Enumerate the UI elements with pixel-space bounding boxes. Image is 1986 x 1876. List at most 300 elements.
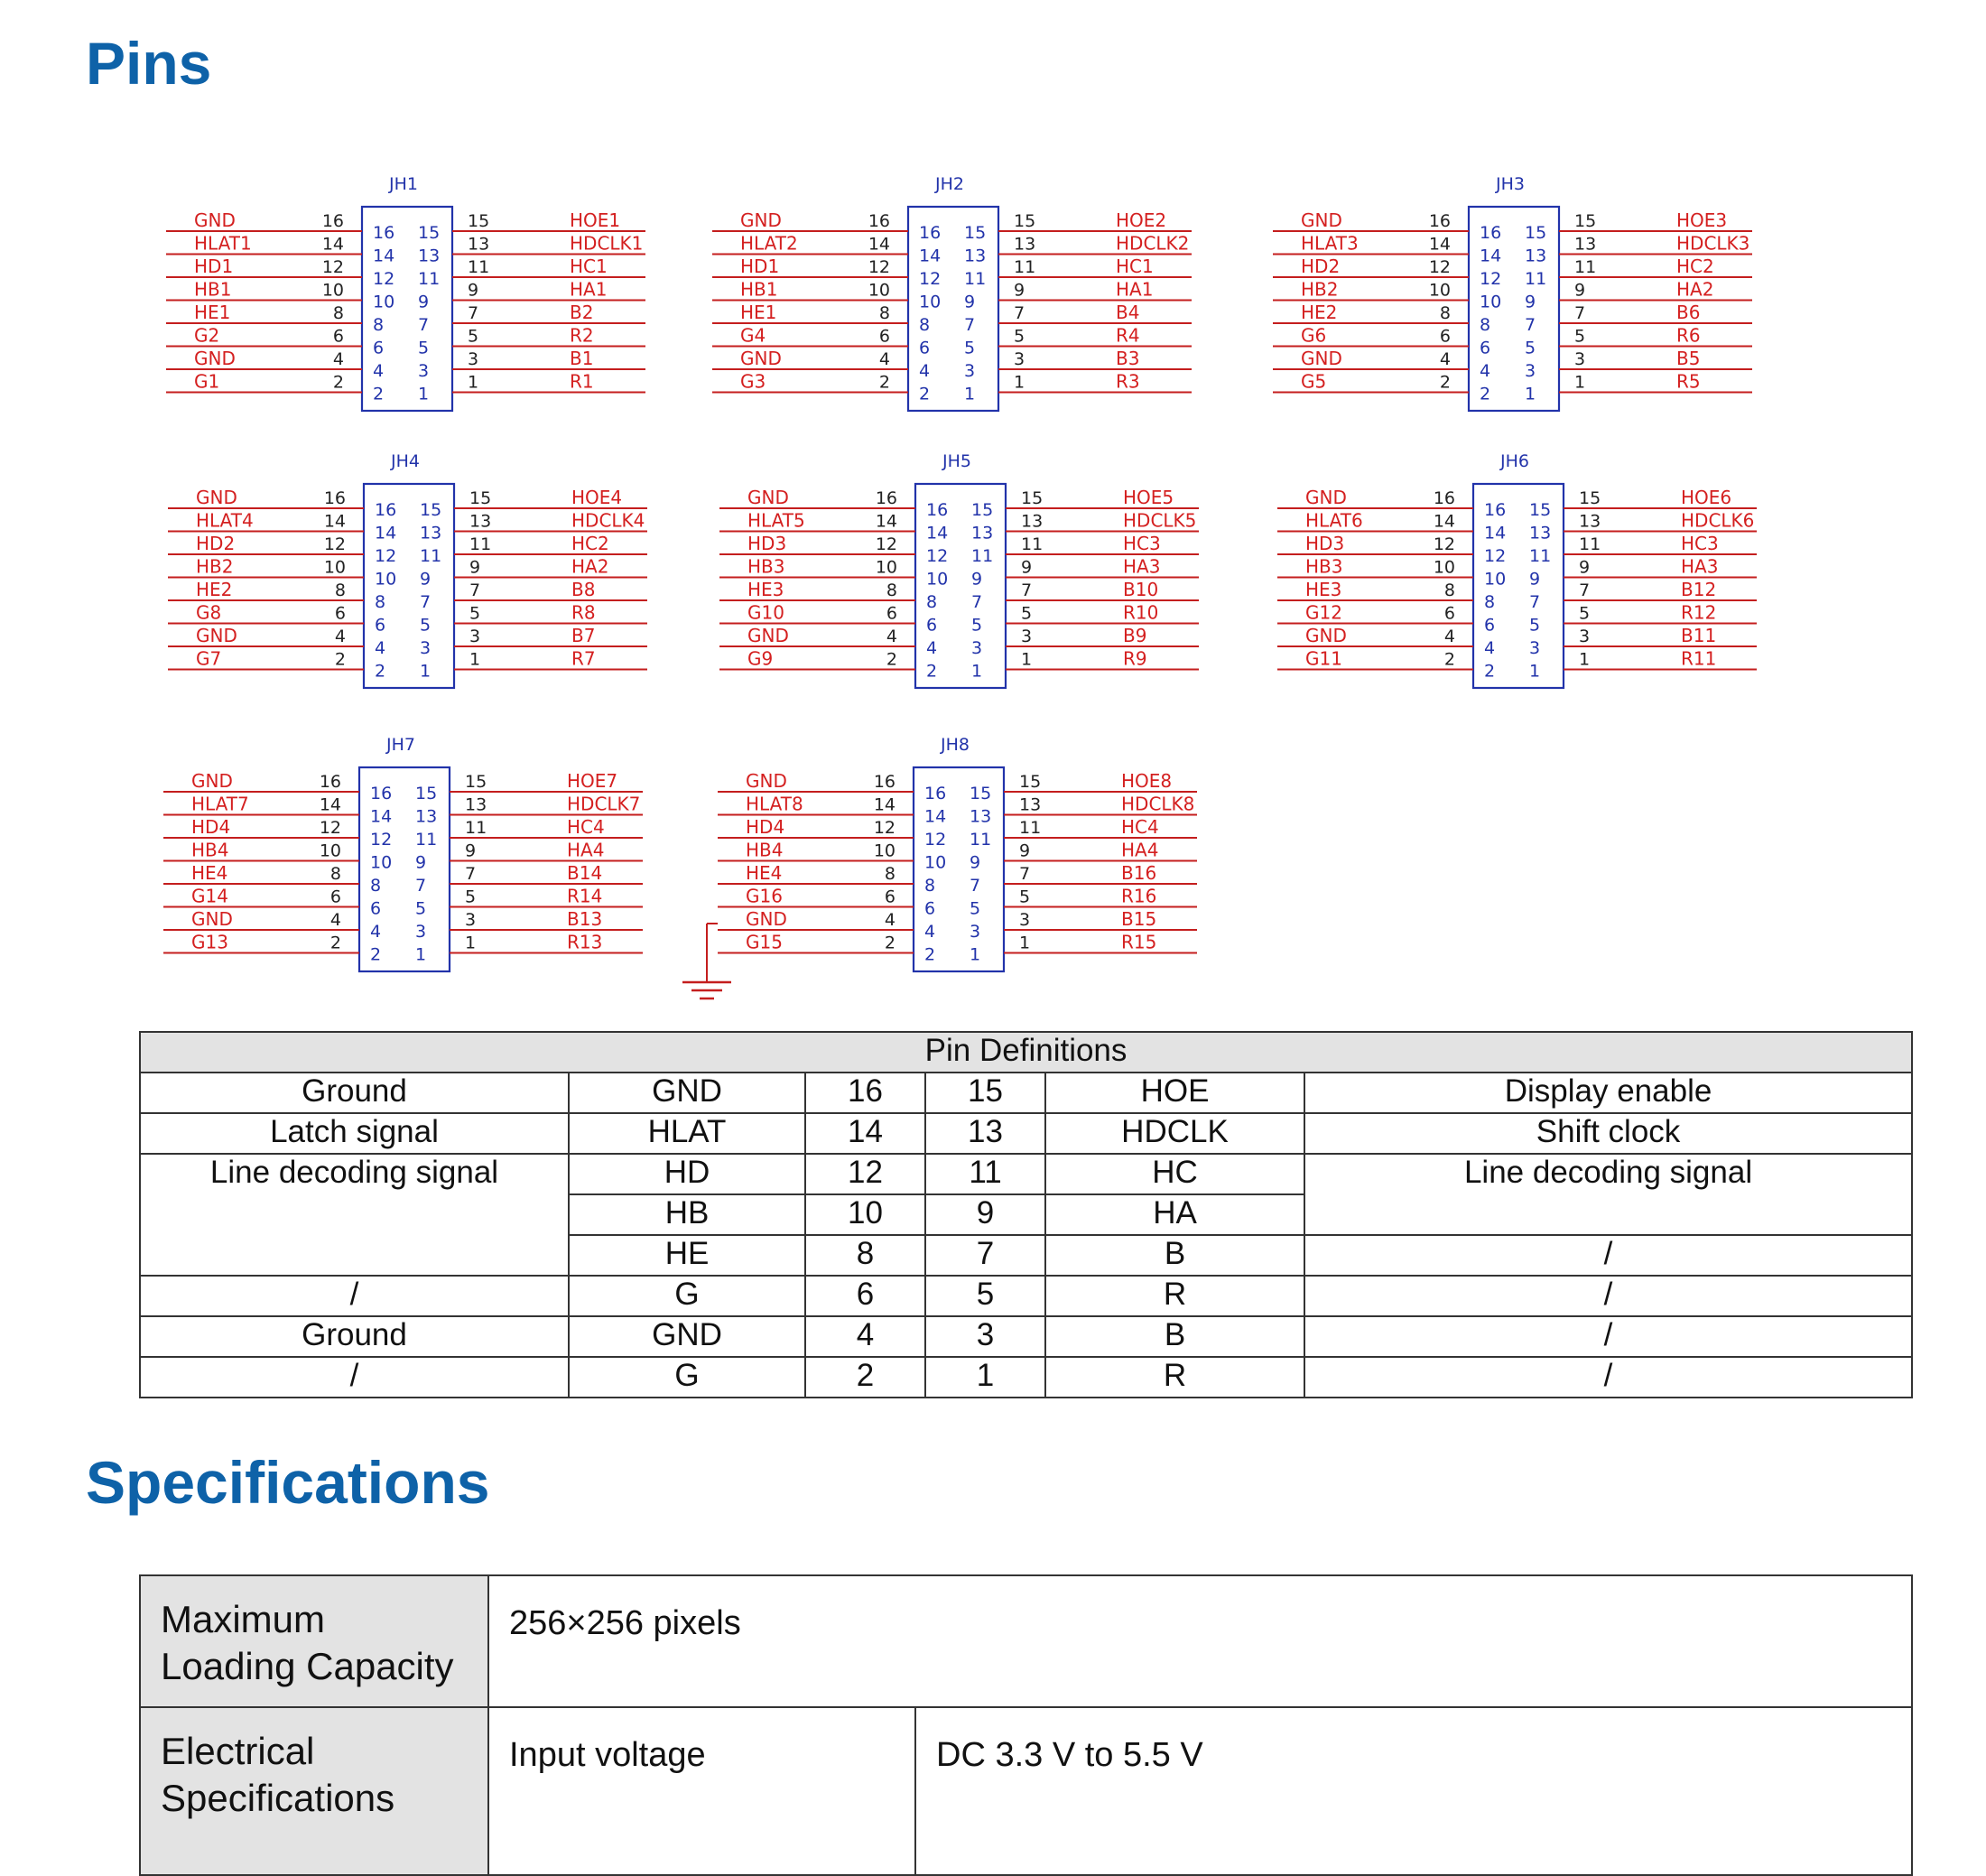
box-pin-number: 9 [1529, 569, 1541, 590]
box-pin-number: 2 [926, 661, 938, 682]
connector-ref: JH7 [386, 735, 415, 755]
spec-row [140, 1707, 1912, 1875]
pin-right: 7 [925, 1235, 1045, 1276]
net-label: R2 [570, 324, 594, 347]
box-pin-number: 2 [375, 661, 386, 682]
box-pin-number: 8 [919, 315, 931, 335]
pin-number: 12 [1428, 257, 1451, 277]
pin-number: 3 [1021, 627, 1033, 646]
net-label: G2 [194, 324, 220, 347]
net-label: B13 [567, 908, 603, 930]
pin-number: 16 [873, 772, 896, 792]
net-label: R3 [1116, 370, 1140, 393]
net-label: HLAT8 [746, 793, 803, 815]
pin-number: 11 [469, 534, 492, 554]
pin-number: 14 [873, 794, 896, 815]
pin-number: 7 [1579, 580, 1591, 600]
net-label: HD1 [740, 255, 780, 277]
box-pin-number: 14 [924, 806, 947, 827]
box-pin-number: 8 [370, 876, 382, 896]
net-label: HOE2 [1116, 209, 1167, 231]
pin-number: 1 [1579, 649, 1591, 670]
box-pin-number: 3 [420, 638, 432, 658]
pin-number: 14 [1428, 234, 1451, 255]
pin-number: 4 [884, 910, 896, 930]
net-label: G12 [1305, 601, 1342, 624]
box-pin-number: 6 [924, 898, 936, 919]
box-pin-number: 6 [373, 338, 385, 358]
box-pin-number: 3 [970, 922, 981, 942]
box-pin-number: 4 [373, 361, 385, 381]
net-label: HA2 [1676, 278, 1714, 301]
box-pin-number: 13 [970, 806, 992, 827]
pin-number: 2 [332, 372, 344, 393]
net-label: G16 [746, 885, 783, 907]
pin-number: 6 [1439, 326, 1451, 347]
desc-left: Ground [140, 1073, 569, 1113]
pin-right: 15 [925, 1073, 1045, 1113]
net-label: B4 [1116, 302, 1140, 323]
desc-left: Latch signal [140, 1113, 569, 1154]
box-pin-number: 15 [1529, 500, 1552, 520]
pin-number: 6 [1443, 603, 1455, 624]
box-pin-number: 8 [924, 876, 936, 896]
net-label: HA3 [1681, 555, 1719, 578]
net-label: R6 [1676, 324, 1701, 347]
net-label: B1 [570, 348, 594, 369]
net-label: R13 [567, 931, 603, 953]
signal-left: GND [569, 1073, 805, 1113]
box-pin-number: 1 [970, 944, 981, 965]
pins-heading: Pins [86, 30, 212, 97]
pin-number: 6 [332, 326, 344, 347]
box-pin-number: 16 [375, 500, 397, 520]
desc-left: Ground [140, 1316, 569, 1357]
pin-left: 16 [805, 1073, 925, 1113]
net-label: HD4 [746, 816, 785, 838]
box-pin-number: 8 [1480, 315, 1491, 335]
pin-number: 5 [1574, 326, 1586, 347]
net-label: HC4 [567, 816, 605, 838]
net-label: HDCLK8 [1121, 793, 1195, 815]
net-label: B16 [1121, 862, 1157, 884]
pin-number: 4 [332, 349, 344, 369]
pin-number: 11 [1579, 534, 1601, 554]
pin-left: 4 [805, 1316, 925, 1357]
connector-ref: JH3 [1496, 174, 1525, 194]
box-pin-number: 7 [420, 592, 432, 612]
box-pin-number: 16 [1484, 500, 1507, 520]
net-label: HB4 [746, 839, 784, 861]
connector-ref: JH1 [389, 174, 418, 194]
net-label: HDCLK2 [1116, 232, 1190, 255]
box-pin-number: 10 [375, 569, 397, 590]
table-row [140, 1316, 1912, 1357]
box-pin-number: 5 [418, 338, 430, 358]
net-label: HB3 [747, 555, 785, 578]
pin-number: 16 [1428, 211, 1451, 231]
net-label: GND [194, 348, 236, 369]
signal-left: GND [569, 1316, 805, 1357]
box-pin-number: 6 [375, 615, 386, 636]
box-pin-number: 14 [1480, 246, 1502, 266]
pin-number: 2 [334, 649, 346, 670]
net-label: R8 [571, 601, 596, 624]
box-pin-number: 2 [1484, 661, 1496, 682]
net-label: HOE1 [570, 209, 621, 231]
net-label: GND [191, 908, 233, 930]
box-pin-number: 11 [415, 830, 438, 850]
net-label: B11 [1681, 625, 1717, 646]
pin-number: 16 [319, 772, 341, 792]
pin-right: 5 [925, 1276, 1045, 1316]
pin-number: 11 [1574, 257, 1597, 277]
pin-number: 7 [1019, 864, 1031, 884]
signal-right: B [1045, 1316, 1304, 1357]
connector-ref: JH6 [1500, 451, 1529, 471]
net-label: HC4 [1121, 816, 1159, 838]
table-header-row [140, 1032, 1912, 1073]
box-pin-number: 7 [964, 315, 976, 335]
pin-number: 3 [465, 910, 477, 930]
net-label: HLAT3 [1301, 232, 1359, 255]
net-label: HD3 [747, 533, 787, 554]
net-label: B6 [1676, 302, 1701, 323]
pin-number: 13 [468, 234, 490, 255]
net-label: HLAT1 [194, 232, 252, 255]
box-pin-number: 5 [420, 615, 432, 636]
box-pin-number: 9 [420, 569, 432, 590]
pin-number: 9 [1021, 557, 1033, 578]
pin-left: 8 [805, 1235, 925, 1276]
signal-left: HE [569, 1235, 805, 1276]
pin-number: 6 [329, 887, 341, 907]
pin-right: 11 [925, 1154, 1045, 1194]
table-title: Pin Definitions [140, 1032, 1912, 1073]
pin-number: 9 [1014, 280, 1025, 301]
net-label: R9 [1123, 647, 1147, 670]
pin-left: 12 [805, 1154, 925, 1194]
pin-number: 5 [468, 326, 479, 347]
specifications-heading: Specifications [86, 1449, 490, 1516]
box-pin-number: 12 [926, 546, 949, 566]
box-pin-number: 10 [1480, 292, 1502, 312]
net-label: HE3 [747, 579, 784, 600]
desc-left: / [140, 1357, 569, 1398]
net-label: HE1 [740, 302, 777, 323]
signal-left: G [569, 1276, 805, 1316]
pin-number: 2 [329, 933, 341, 953]
net-label: HA1 [1116, 278, 1154, 301]
desc-right: / [1304, 1235, 1912, 1276]
box-pin-number: 3 [1525, 361, 1536, 381]
box-pin-number: 5 [964, 338, 976, 358]
net-label: B10 [1123, 579, 1159, 600]
net-label: HB2 [196, 555, 234, 578]
box-pin-number: 6 [926, 615, 938, 636]
net-label: GND [196, 625, 237, 646]
net-label: HB1 [740, 278, 778, 301]
box-pin-number: 3 [418, 361, 430, 381]
box-pin-number: 8 [373, 315, 385, 335]
specifications-table [139, 1574, 1913, 1876]
pin-number: 7 [465, 864, 477, 884]
box-pin-number: 14 [1484, 523, 1507, 543]
net-label: G4 [740, 324, 766, 347]
pin-number: 16 [1433, 488, 1455, 508]
net-label: HA4 [1121, 839, 1159, 861]
signal-right: R [1045, 1357, 1304, 1398]
net-label: B14 [567, 862, 603, 884]
net-label: HOE4 [571, 487, 623, 508]
net-label: HB3 [1305, 555, 1343, 578]
pin-number: 12 [873, 818, 896, 838]
pin-number: 11 [465, 818, 487, 838]
signal-right: R [1045, 1276, 1304, 1316]
pin-number: 15 [469, 488, 492, 508]
net-label: HD2 [196, 533, 236, 554]
pin-number: 10 [868, 280, 890, 301]
net-label: HE3 [1305, 579, 1342, 600]
net-label: HDCLK4 [571, 509, 645, 532]
pin-left: 2 [805, 1357, 925, 1398]
pin-number: 6 [886, 603, 897, 624]
box-pin-number: 10 [926, 569, 949, 590]
net-label: HE1 [194, 302, 231, 323]
connector-ref: JH4 [391, 451, 420, 471]
box-pin-number: 13 [420, 523, 442, 543]
box-pin-number: 2 [373, 384, 385, 404]
spec-label: Maximum Loading Capacity [140, 1575, 488, 1707]
box-pin-number: 8 [926, 592, 938, 612]
box-pin-number: 9 [415, 852, 427, 873]
box-pin-number: 6 [1480, 338, 1491, 358]
pin-number: 10 [1433, 557, 1455, 578]
signal-left: HLAT [569, 1113, 805, 1154]
net-label: G1 [194, 370, 220, 393]
box-pin-number: 4 [375, 638, 386, 658]
box-pin-number: 9 [971, 569, 983, 590]
pin-number: 5 [1019, 887, 1031, 907]
net-label: HLAT7 [191, 793, 249, 815]
pin-number: 13 [469, 511, 492, 532]
pin-number: 3 [1579, 627, 1591, 646]
pin-number: 15 [1574, 211, 1597, 231]
pin-number: 5 [469, 603, 481, 624]
net-label: HOE5 [1123, 487, 1174, 508]
box-pin-number: 12 [375, 546, 397, 566]
pin-right: 13 [925, 1113, 1045, 1154]
net-label: HOE6 [1681, 487, 1732, 508]
net-label: R11 [1681, 647, 1717, 670]
net-label: G3 [740, 370, 766, 393]
pin-number: 6 [334, 603, 346, 624]
table-row [140, 1357, 1912, 1398]
box-pin-number: 8 [375, 592, 386, 612]
desc-left: Line decoding signal [140, 1154, 569, 1276]
net-label: R12 [1681, 601, 1717, 624]
signal-right: HC [1045, 1154, 1304, 1194]
box-pin-number: 11 [971, 546, 994, 566]
desc-left: / [140, 1276, 569, 1316]
box-pin-number: 5 [1525, 338, 1536, 358]
spec-label: Electrical Specifications [140, 1707, 488, 1875]
net-label: HE2 [1301, 302, 1338, 323]
box-pin-number: 16 [370, 784, 393, 803]
box-pin-number: 2 [370, 944, 382, 965]
pin-number: 9 [468, 280, 479, 301]
pin-number: 15 [465, 772, 487, 792]
box-pin-number: 15 [1525, 223, 1547, 243]
pin-number: 3 [1019, 910, 1031, 930]
box-pin-number: 12 [919, 269, 942, 289]
desc-right: / [1304, 1316, 1912, 1357]
table-row [140, 1276, 1912, 1316]
box-pin-number: 16 [1480, 223, 1502, 243]
net-label: R14 [567, 885, 603, 907]
net-label: G10 [747, 601, 784, 624]
signal-left: HB [569, 1194, 805, 1235]
pin-number: 8 [878, 303, 890, 323]
pin-definitions-table [139, 1031, 1913, 1398]
box-pin-number: 10 [924, 852, 947, 873]
box-pin-number: 12 [1484, 546, 1507, 566]
net-label: B8 [571, 579, 596, 600]
pin-number: 1 [465, 933, 477, 953]
net-label: B3 [1116, 348, 1140, 369]
box-pin-number: 5 [970, 898, 981, 919]
net-label: B7 [571, 625, 596, 646]
connector-ref: JH8 [941, 735, 970, 755]
box-pin-number: 7 [415, 876, 427, 896]
pin-number: 14 [1433, 511, 1455, 532]
net-label: HDCLK5 [1123, 509, 1197, 532]
net-label: HB4 [191, 839, 229, 861]
net-label: HOE8 [1121, 770, 1173, 792]
signal-right: B [1045, 1235, 1304, 1276]
pin-number: 10 [1428, 280, 1451, 301]
pin-number: 2 [1439, 372, 1451, 393]
box-pin-number: 15 [415, 784, 438, 803]
signal-left: G [569, 1357, 805, 1398]
box-pin-number: 4 [370, 922, 382, 942]
pin-number: 8 [1439, 303, 1451, 323]
pin-number: 9 [1574, 280, 1586, 301]
net-label: HE4 [746, 862, 783, 884]
pin-number: 8 [1443, 580, 1455, 600]
pin-number: 2 [878, 372, 890, 393]
net-label: GND [740, 348, 782, 369]
box-pin-number: 9 [1525, 292, 1536, 312]
box-pin-number: 6 [1484, 615, 1496, 636]
box-pin-number: 14 [919, 246, 942, 266]
pin-number: 10 [321, 280, 344, 301]
pin-number: 11 [468, 257, 490, 277]
box-pin-number: 13 [418, 246, 441, 266]
box-pin-number: 4 [1480, 361, 1491, 381]
pin-number: 12 [868, 257, 890, 277]
box-pin-number: 11 [1529, 546, 1552, 566]
net-label: B5 [1676, 348, 1701, 369]
box-pin-number: 6 [919, 338, 931, 358]
box-pin-number: 16 [919, 223, 942, 243]
box-pin-number: 7 [971, 592, 983, 612]
net-label: GND [1301, 348, 1342, 369]
net-label: B2 [570, 302, 594, 323]
spec-value: 256×256 pixels [488, 1575, 1912, 1707]
table-row [140, 1154, 1912, 1194]
net-label: HB2 [1301, 278, 1339, 301]
net-label: GND [746, 770, 787, 792]
box-pin-number: 8 [1484, 592, 1496, 612]
pin-number: 16 [321, 211, 344, 231]
spec-value: DC 3.3 V to 5.5 V [915, 1707, 1912, 1875]
net-label: GND [740, 209, 782, 231]
box-pin-number: 15 [970, 784, 992, 803]
pin-number: 10 [323, 557, 346, 578]
pin-number: 10 [873, 840, 896, 861]
pin-number: 1 [1019, 933, 1031, 953]
net-label: GND [1305, 487, 1347, 508]
net-label: R15 [1121, 931, 1157, 953]
pin-left: 14 [805, 1113, 925, 1154]
box-pin-number: 3 [971, 638, 983, 658]
table-row [140, 1073, 1912, 1113]
pin-number: 5 [1014, 326, 1025, 347]
net-label: GND [194, 209, 236, 231]
pin-number: 4 [878, 349, 890, 369]
net-label: HD2 [1301, 255, 1341, 277]
pin-number: 15 [1014, 211, 1036, 231]
net-label: HA3 [1123, 555, 1161, 578]
signal-left: HD [569, 1154, 805, 1194]
pin-number: 2 [884, 933, 896, 953]
box-pin-number: 14 [926, 523, 949, 543]
box-pin-number: 10 [919, 292, 942, 312]
pin-number: 13 [1579, 511, 1601, 532]
net-label: HOE7 [567, 770, 618, 792]
box-pin-number: 7 [970, 876, 981, 896]
net-label: G13 [191, 931, 228, 953]
net-label: HE2 [196, 579, 233, 600]
box-pin-number: 5 [1529, 615, 1541, 636]
box-pin-number: 13 [1525, 246, 1547, 266]
net-label: HA1 [570, 278, 608, 301]
pin-number: 12 [1433, 534, 1455, 554]
net-label: HLAT5 [747, 509, 805, 532]
box-pin-number: 7 [1529, 592, 1541, 612]
pin-number: 8 [884, 864, 896, 884]
box-pin-number: 4 [919, 361, 931, 381]
net-label: GND [196, 487, 237, 508]
box-pin-number: 16 [924, 784, 947, 803]
pin-number: 16 [868, 211, 890, 231]
box-pin-number: 10 [370, 852, 393, 873]
box-pin-number: 2 [919, 384, 931, 404]
pin-number: 12 [319, 818, 341, 838]
pin-number: 14 [323, 511, 346, 532]
box-pin-number: 15 [964, 223, 987, 243]
pin-number: 3 [469, 627, 481, 646]
desc-right: / [1304, 1276, 1912, 1316]
box-pin-number: 10 [1484, 569, 1507, 590]
pin-number: 13 [1014, 234, 1036, 255]
spec-row [140, 1575, 1912, 1707]
pin-number: 3 [1574, 349, 1586, 369]
box-pin-number: 5 [971, 615, 983, 636]
box-pin-number: 4 [1484, 638, 1496, 658]
box-pin-number: 14 [375, 523, 397, 543]
